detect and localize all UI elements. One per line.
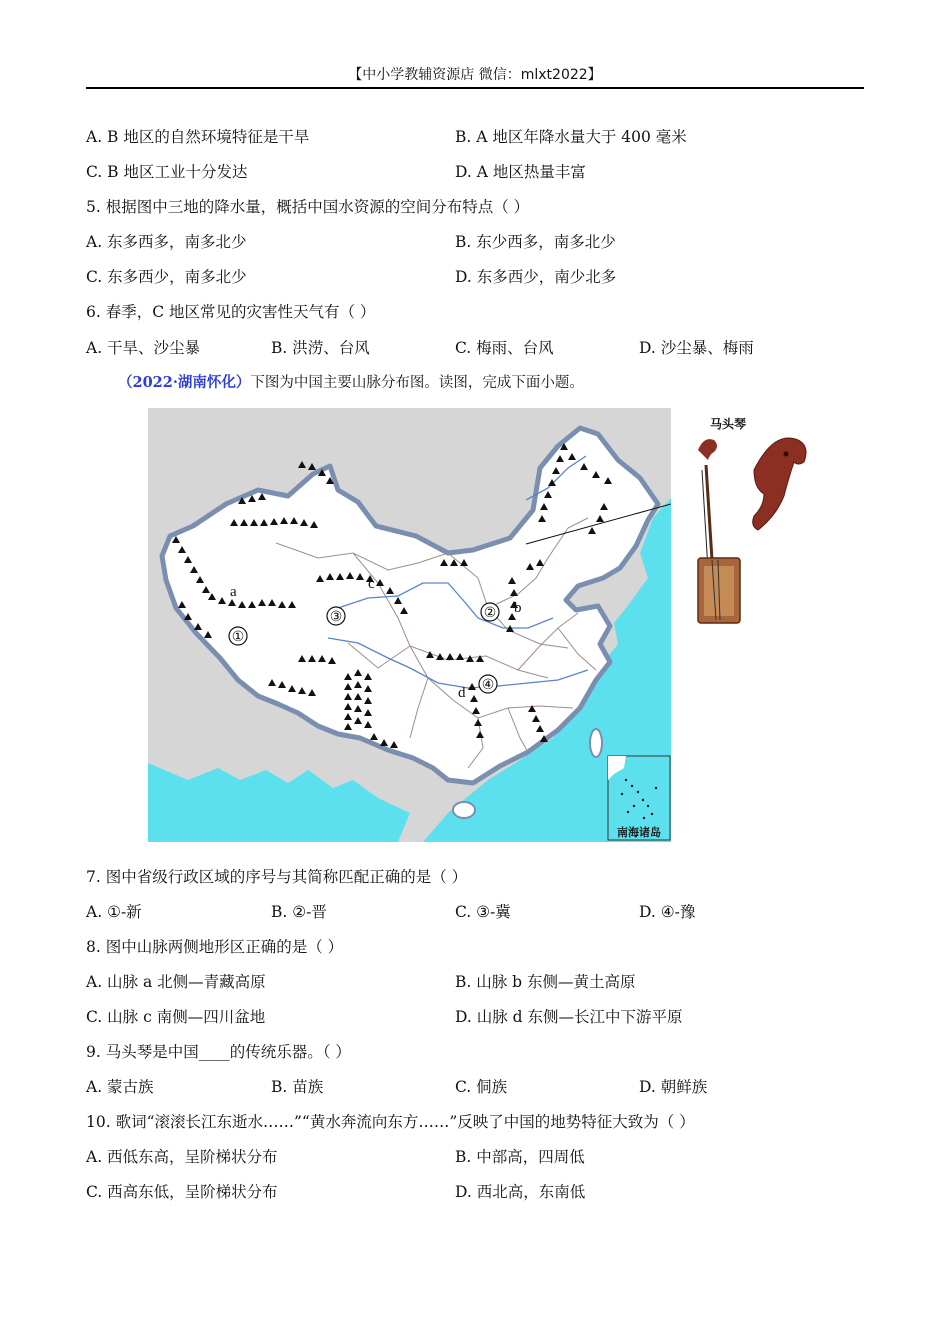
q10-option-c: C. 西高东低，呈阶梯状分布 (86, 1183, 278, 1201)
region-2-label: ② (483, 606, 497, 621)
q4-option-b: B. A 地区年降水量大于 400 毫米 (455, 128, 687, 146)
q6-option-b: B. 洪涝、台风 (271, 339, 370, 357)
q5-option-c: C. 东多西少，南多北少 (86, 268, 247, 286)
q7-option-a: A. ①-新 (86, 903, 142, 921)
instrument-head (698, 439, 717, 460)
china-mountains-map (148, 408, 671, 842)
source-tag: （2022·湖南怀化） (118, 374, 251, 391)
page-header: 【中小学教辅资源店 微信：mlxt2022】 (348, 67, 602, 83)
morin-khuur-illustration (684, 410, 809, 635)
q8-option-a: A. 山脉 a 北侧—青藏高原 (86, 973, 266, 991)
q9-option-b: B. 苗族 (271, 1078, 324, 1096)
hainan-island (453, 802, 475, 818)
q5-stem: 5. 根据图中三地的降水量，概括中国水资源的空间分布特点（ ） (86, 198, 530, 216)
q8-option-b: B. 山脉 b 东侧—黄土高原 (455, 973, 636, 991)
q9-option-c: C. 侗族 (455, 1078, 508, 1096)
q4-option-d: D. A 地区热量丰富 (455, 163, 586, 181)
intro-text: 下图为中国主要山脉分布图。读图，完成下面小题。 (250, 375, 584, 391)
q6-option-d: D. 沙尘暴、梅雨 (639, 339, 754, 357)
q5-option-d: D. 东多西少，南少北多 (455, 268, 617, 286)
q8-option-d: D. 山脉 d 东侧—长江中下游平原 (455, 1008, 683, 1026)
q5-option-b: B. 东少西多，南多北少 (455, 233, 616, 251)
q4-option-c: C. B 地区工业十分发达 (86, 163, 248, 181)
region-1-label: ① (231, 630, 245, 645)
inset-caption: 南海诸岛 (617, 826, 661, 839)
q10-option-a: A. 西低东高，呈阶梯状分布 (86, 1148, 278, 1166)
q6-option-a: A. 干旱、沙尘暴 (86, 339, 201, 357)
region-3-label: ③ (329, 610, 343, 625)
q7-option-b: B. ②-晋 (271, 903, 327, 921)
q9-option-a: A. 蒙古族 (86, 1078, 154, 1096)
taiwan-island (590, 729, 602, 757)
mountain-c-label: c (368, 576, 375, 592)
q6-stem: 6. 春季，C 地区常见的灾害性天气有（ ） (86, 303, 376, 321)
south-china-sea-inset (608, 756, 670, 840)
group-intro (118, 372, 584, 394)
q8-option-c: C. 山脉 c 南侧—四川盆地 (86, 1008, 266, 1026)
q6-option-c: C. 梅雨、台风 (455, 339, 554, 357)
q10-option-b: B. 中部高，四周低 (455, 1148, 585, 1166)
q8-stem: 8. 图中山脉两侧地形区正确的是（ ） (86, 938, 344, 956)
q10-stem: 10. 歌词“滚滚长江东逝水……”“黄水奔流向东方……”反映了中国的地势特征大致为（ ） (86, 1113, 695, 1131)
q7-option-c: C. ③-冀 (455, 903, 511, 921)
header-divider (86, 87, 864, 89)
mountain-b-label: b (514, 600, 522, 616)
q7-option-d: D. ④-豫 (639, 903, 696, 921)
instrument-label: 马头琴 (709, 417, 747, 431)
q7-stem: 7. 图中省级行政区域的序号与其简称匹配正确的是（ ） (86, 868, 468, 886)
mountain-d-label: d (458, 685, 466, 701)
q9-stem: 9. 马头琴是中国____的传统乐器。（ ） (86, 1043, 351, 1061)
q10-option-d: D. 西北高，东南低 (455, 1183, 586, 1201)
region-4-label: ④ (481, 678, 495, 693)
q9-option-d: D. 朝鲜族 (639, 1078, 708, 1096)
horse-head-closeup (753, 438, 806, 530)
q4-option-a: A. B 地区的自然环境特征是干旱 (86, 128, 310, 146)
q5-option-a: A. 东多西多，南多北少 (86, 233, 247, 251)
mountain-a-label: a (230, 584, 237, 600)
